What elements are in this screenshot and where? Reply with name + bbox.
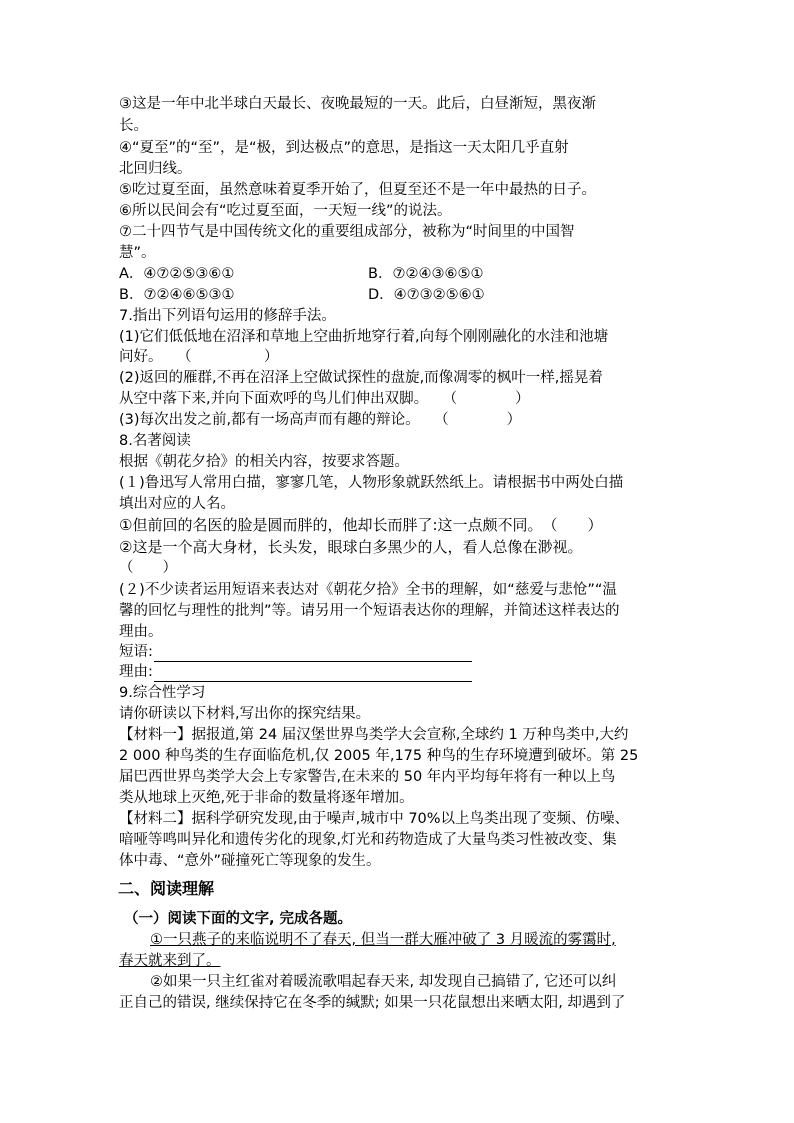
reason-answer-blank[interactable] xyxy=(154,667,472,682)
option-a: A．④⑦②⑤③⑥① xyxy=(119,266,235,282)
passage-para-2-cont: 正自己的错误, 继续保持它在冬季的缄默; 如果一只花鼠想出来晒太阳, 却遇到了 xyxy=(119,995,626,1011)
phrase-line xyxy=(119,642,472,662)
material-2: 【材料二】据科学研究发现,由于噪声,城市中 70%以上鸟类出现了变频、仿噪、 xyxy=(119,811,630,827)
option-d: D．④⑦③②⑤⑥① xyxy=(368,287,485,303)
material-1-cont2: 届巴西世界鸟类学大会上专家警告,在未来的 50 年内平均每年将有一种以上鸟 xyxy=(119,769,616,785)
q8-part2: (２)不少读者运用短语来表达对《朝花夕拾》全书的理解，如“慈爱与悲怆”“温 xyxy=(119,582,617,598)
section-heading: 二、阅读理解 xyxy=(118,879,215,898)
q8-title: 8.名著阅读 xyxy=(119,433,191,449)
material-1-cont3: 类从地球上灭绝,死于非命的数量将逐年增加。 xyxy=(119,790,414,806)
q8-part2-cont1: 馨的回忆与理性的批判”等。请另用一个短语表达你的理解，并简述这样表达的 xyxy=(119,603,620,619)
q7-item-3: (3)每次出发之前,都有一场高声而有趣的辩论。 （ ） xyxy=(119,412,522,428)
q7-item-1-blank: 问好。 （ ） xyxy=(119,349,279,365)
sentence-4-cont: 北回归线。 xyxy=(119,161,192,177)
phrase-label: 短语: xyxy=(119,644,153,660)
sentence-4: ④“夏至”的“至”，是“极，到达极点”的意思，是指这一天太阳几乎直射 xyxy=(119,140,569,156)
q9-title: 9.综合性学习 xyxy=(119,685,206,701)
sentence-5: ⑤吃过夏至面，虽然意味着夏季开始了，但夏至还不是一年中最热的日子。 xyxy=(119,182,596,198)
q8-part2-cont2: 理由。 xyxy=(119,624,163,640)
passage-para-2: ②如果一只主红雀对着暖流歌唱起春天来, 却发现自己搞错了, 它还可以纠 xyxy=(150,974,617,990)
sentence-3: ③这是一年中北半球白天最长、夜晚最短的一天。此后，白昼渐短，黑夜渐 xyxy=(119,96,596,112)
q7-title: 7.指出下列语句运用的修辞手法。 xyxy=(119,308,336,324)
material-1: 【材料一】据报道,第 24 届汉堡世界鸟类学大会宣称,全球约 1 万种鸟类中,大约 xyxy=(119,727,629,743)
q8-intro: 根据《朝花夕拾》的相关内容，按要求答题。 xyxy=(119,454,409,470)
q8-part1: (１)鲁迅写人常用白描，寥寥几笔，人物形象就跃然纸上。请根据书中两处白描 xyxy=(119,475,624,491)
option-b: B．⑦②④③⑥⑤① xyxy=(368,266,484,282)
reason-label: 理由: xyxy=(119,664,153,680)
sentence-7: ⑦二十四节气是中国传统文化的重要组成部分，被称为“时间里的中国智 xyxy=(119,224,575,240)
reason-line xyxy=(119,662,472,682)
q8-clue-2-blank: （ ） xyxy=(119,560,177,576)
passage-para-1: ①一只燕子的来临说明不了春天, 但当一群大雁冲破了 3 月暖流的雾霭时, xyxy=(150,932,616,948)
q9-intro: 请你研读以下材料,写出你的探究结果。 xyxy=(119,706,371,722)
q7-item-2: (2)返回的雁群,不再在沼泽上空做试探性的盘旋,而像凋零的枫叶一样,摇晃着 xyxy=(119,370,603,386)
q8-part1-cont: 填出对应的人名。 xyxy=(119,496,235,512)
material-1-cont1: 2 000 种鸟类的生存面临危机,仅 2005 年,175 种鸟的生存环境遭到破坏。第 25 xyxy=(119,748,639,764)
sentence-7-cont: 慧”。 xyxy=(119,245,156,261)
passage-instruction: （一）阅读下面的文字, 完成各题。 xyxy=(124,911,353,927)
material-2-cont1: 喑哑等鸣叫异化和遗传劣化的现象,灯光和药物造成了大量鸟类习性被改变、集 xyxy=(119,832,617,848)
sentence-6: ⑥所以民间会有“吃过夏至面，一天短一线”的说法。 xyxy=(119,203,452,219)
passage-para-1-cont: 春天就来到了。 xyxy=(119,953,221,969)
q8-clue-2: ②这是一个高大身材，长头发，眼球白多黑少的人，看人总像在渺视。 xyxy=(119,538,583,556)
q7-item-2-blank: 从空中落下来,并向下面欢呼的鸟儿们伸出双脚。 （ ） xyxy=(119,391,530,407)
option-c: B．⑦②④⑥⑤③① xyxy=(119,287,235,303)
q8-clue-1: ①但前回的名医的脸是圆而胖的，他却长而胖了:这一点颇不同。 （ ） xyxy=(119,516,603,534)
material-2-cont2: 体中毒、“意外”碰撞死亡等现象的发生。 xyxy=(119,853,381,869)
sentence-3-cont: 长。 xyxy=(119,118,148,134)
q7-item-1: (1)它们低低地在沼泽和草地上空曲折地穿行着,向每个刚刚融化的水洼和池塘 xyxy=(119,329,609,345)
phrase-answer-blank[interactable] xyxy=(154,647,472,662)
